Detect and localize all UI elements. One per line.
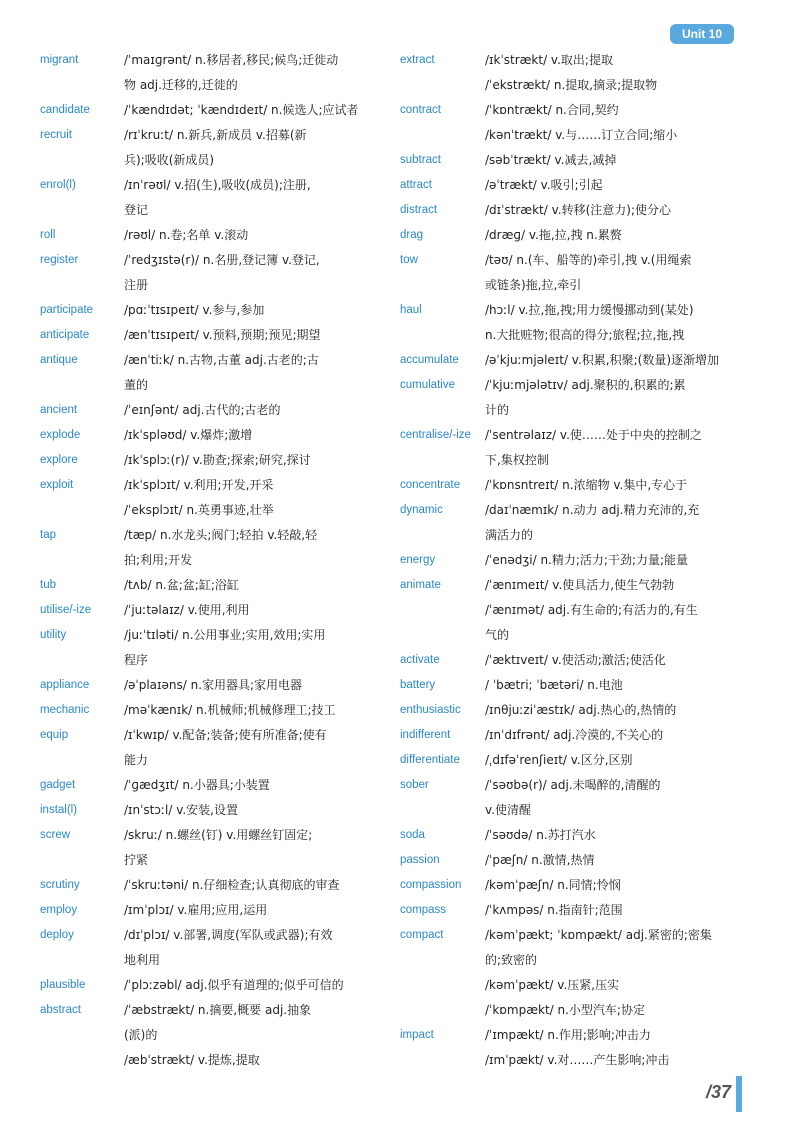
vocab-definition xyxy=(124,98,380,123)
vocab-entry xyxy=(400,348,745,373)
vocab-word: equip xyxy=(40,729,69,741)
vocab-definition xyxy=(485,898,745,923)
definition-line: /pɑːˈtɪsɪpeɪt/ v.参与,参加 xyxy=(124,303,265,317)
vocab-definition xyxy=(485,48,745,98)
definition-line: /tʌb/ n.盆;盆;缸;浴缸 xyxy=(124,578,239,592)
definition-line: /hɔːl/ v.拉,拖,拽;用力缓慢挪动到(某处) xyxy=(485,303,694,317)
vocab-entry xyxy=(40,973,380,998)
vocab-definition xyxy=(485,723,745,748)
definition-line: /æbˈstrækt/ v.提炼,提取 xyxy=(124,1053,260,1067)
vocab-entry xyxy=(40,298,380,323)
definition-line: 登记 xyxy=(124,203,149,217)
vocab-entry xyxy=(40,998,380,1073)
vocab-definition xyxy=(124,673,380,698)
definition-line: /ˈkɒmpækt/ n.小型汽车;协定 xyxy=(485,1003,645,1017)
vocab-entry xyxy=(400,748,745,773)
vocab-word: explode xyxy=(40,429,81,441)
vocab-definition xyxy=(124,698,380,723)
definition-line: /ˈeɪnʃənt/ adj.古代的;古老的 xyxy=(124,403,281,417)
vocab-entry xyxy=(400,498,745,548)
vocab-word: deploy xyxy=(40,929,74,941)
vocab-entry xyxy=(400,898,745,923)
definition-line: n.大批赃物;很高的得分;旅程;拉,拖,拽 xyxy=(485,328,685,342)
vocab-entry xyxy=(400,423,745,473)
definition-line: 拧紧 xyxy=(124,853,149,867)
definition-line: /ˈkɒnsntreɪt/ n.浓缩物 v.集中,专心于 xyxy=(485,478,688,492)
definition-line: /dɪˈplɔɪ/ v.部署,调度(军队或武器);有效 xyxy=(124,928,333,942)
definition-line: /ˈmaɪɡrənt/ n.移居者,移民;候鸟;迁徙动 xyxy=(124,53,339,67)
vocab-word: activate xyxy=(400,654,440,666)
vocab-definition xyxy=(485,298,745,348)
vocab-entry xyxy=(400,248,745,298)
vocab-entry xyxy=(40,98,380,123)
vocab-word: soda xyxy=(400,829,425,841)
definition-line: /kəmˈpæʃn/ n.同情;怜悯 xyxy=(485,878,621,892)
definition-line: /ˈæktɪveɪt/ v.使活动;激活;使活化 xyxy=(485,653,666,667)
definition-line: /ˈsentrəlaɪz/ v.使……处于中央的控制之 xyxy=(485,428,702,442)
vocab-definition xyxy=(485,148,745,173)
definition-line: /əˈkjuːmjəleɪt/ v.积累,积聚;(数量)逐渐增加 xyxy=(485,353,720,367)
page-accent-bar xyxy=(736,1076,742,1112)
definition-line: 程序 xyxy=(124,653,149,667)
definition-line: 或链条)拖,拉,牵引 xyxy=(485,278,582,292)
vocab-definition xyxy=(124,223,380,248)
vocab-definition xyxy=(124,473,380,523)
vocab-word: recruit xyxy=(40,129,72,141)
vocab-definition xyxy=(124,398,380,423)
vocab-word: roll xyxy=(40,229,56,241)
definition-line: /ɪkˈstrækt/ v.取出;提取 xyxy=(485,53,613,67)
vocab-definition xyxy=(124,923,380,973)
vocab-word: mechanic xyxy=(40,704,90,716)
vocab-definition xyxy=(485,373,745,423)
vocab-entry xyxy=(40,673,380,698)
definition-line: /ˈsəʊdə/ n.苏打汽水 xyxy=(485,828,596,842)
definition-line: /ˈkɒntrækt/ n.合同,契约 xyxy=(485,103,619,117)
vocab-definition xyxy=(124,898,380,923)
vocab-entry xyxy=(400,1023,745,1073)
left-column xyxy=(40,48,380,1073)
vocab-entry xyxy=(40,398,380,423)
vocab-definition xyxy=(485,223,745,248)
vocab-entry xyxy=(40,248,380,298)
vocab-definition xyxy=(124,48,380,98)
vocab-entry xyxy=(40,723,380,773)
vocab-entry xyxy=(400,373,745,423)
vocab-word: compassion xyxy=(400,879,462,891)
definition-line: /ˈɡædʒɪt/ n.小器具;小装置 xyxy=(124,778,270,792)
definition-line: /tæp/ n.水龙头;阀门;轻拍 v.轻敲,轻 xyxy=(124,528,318,542)
vocab-word: attract xyxy=(400,179,432,191)
vocab-definition xyxy=(124,173,380,223)
vocab-definition xyxy=(124,798,380,823)
vocab-entry xyxy=(400,873,745,898)
vocab-entry xyxy=(40,348,380,398)
vocab-definition xyxy=(485,648,745,673)
vocab-word: anticipate xyxy=(40,329,90,341)
vocab-word: plausible xyxy=(40,979,86,991)
vocab-entry xyxy=(40,223,380,248)
definition-line: /məˈkænɪk/ n.机械师;机械修理工;技工 xyxy=(124,703,336,717)
vocab-definition xyxy=(124,573,380,598)
definition-line: /ˈænɪmeɪt/ v.使具活力,使生气勃勃 xyxy=(485,578,675,592)
definition-line: /ˈjuːtəlaɪz/ v.使用,利用 xyxy=(124,603,250,617)
definition-line: 兵);吸收(新成员) xyxy=(124,153,215,167)
vocab-word: contract xyxy=(400,104,441,116)
vocab-word: abstract xyxy=(40,1004,81,1016)
definition-line: /əˈtrækt/ v.吸引;引起 xyxy=(485,178,603,192)
vocab-entry xyxy=(400,723,745,748)
definition-line: 下,集权控制 xyxy=(485,453,549,467)
vocab-entry xyxy=(40,323,380,348)
vocab-definition xyxy=(485,98,745,148)
vocab-entry xyxy=(40,573,380,598)
vocab-entry xyxy=(40,873,380,898)
definition-line: 地利用 xyxy=(124,953,161,967)
definition-line: /ˈekstrækt/ n.提取,摘录;提取物 xyxy=(485,78,658,92)
vocab-entry xyxy=(400,198,745,223)
vocab-definition xyxy=(124,123,380,173)
definition-line: /səbˈtrækt/ v.减去,减掉 xyxy=(485,153,617,167)
vocab-entry xyxy=(40,923,380,973)
definition-line: /ɪmˈpækt/ v.对……产生影响;冲击 xyxy=(485,1053,670,1067)
vocab-word: appliance xyxy=(40,679,90,691)
definition-line: /ˈɪmpækt/ n.作用;影响;冲击力 xyxy=(485,1028,651,1042)
definition-line: /ɪkˈsplɔɪt/ v.利用;开发,开采 xyxy=(124,478,274,492)
vocab-word: antique xyxy=(40,354,78,366)
vocab-word: passion xyxy=(400,854,440,866)
vocab-word: screw xyxy=(40,829,71,841)
definition-line: /ˈkændɪdət; ˈkændɪdeɪt/ n.候选人;应试者 xyxy=(124,103,359,117)
definition-line: /ˈæbstrækt/ n.摘要,概要 adj.抽象 xyxy=(124,1003,312,1017)
vocab-word: accumulate xyxy=(400,354,459,366)
vocab-word: employ xyxy=(40,904,78,916)
definition-line: /əˈplaɪəns/ n.家用器具;家用电器 xyxy=(124,678,303,692)
vocab-entry xyxy=(400,698,745,723)
vocab-entry xyxy=(40,773,380,798)
vocab-entry xyxy=(400,648,745,673)
vocab-word: concentrate xyxy=(400,479,461,491)
definition-line: (派)的 xyxy=(124,1028,158,1042)
vocab-entry xyxy=(400,148,745,173)
definition-line: /ɪnˈrəʊl/ v.招(生),吸收(成员);注册, xyxy=(124,178,311,192)
vocab-word: enthusiastic xyxy=(400,704,461,716)
vocab-word: tub xyxy=(40,579,56,591)
vocab-entry xyxy=(40,598,380,623)
vocab-entry xyxy=(400,48,745,98)
vocab-definition xyxy=(124,873,380,898)
vocab-definition xyxy=(124,998,380,1073)
vocab-entry xyxy=(400,573,745,648)
definition-line: /daɪˈnæmɪk/ n.动力 adj.精力充沛的,充 xyxy=(485,503,700,517)
vocab-definition xyxy=(485,823,745,848)
definition-line: /ɪkˈsplɔː(r)/ v.勘查;探索;研究,探讨 xyxy=(124,453,311,467)
vocab-entry xyxy=(40,898,380,923)
vocab-entry xyxy=(40,623,380,673)
vocab-definition xyxy=(124,623,380,673)
vocab-entry xyxy=(400,773,745,823)
vocab-definition xyxy=(485,423,745,473)
definition-line: /ɪnθjuːziˈæstɪk/ adj.热心的,热情的 xyxy=(485,703,677,717)
vocab-definition xyxy=(124,298,380,323)
definition-line: /kəmˈpækt/ v.压紧,压实 xyxy=(485,978,620,992)
vocab-definition xyxy=(485,573,745,648)
vocab-entry xyxy=(400,298,745,348)
definition-line: 气的 xyxy=(485,628,510,642)
vocab-entry xyxy=(400,223,745,248)
vocab-definition xyxy=(124,773,380,798)
definition-line: 计的 xyxy=(485,403,510,417)
vocab-word: candidate xyxy=(40,104,90,116)
definition-line: /rɪˈkruːt/ n.新兵,新成员 v.招募(新 xyxy=(124,128,307,142)
vocab-entry xyxy=(40,448,380,473)
vocab-definition xyxy=(485,473,745,498)
vocab-word: migrant xyxy=(40,54,79,66)
vocab-definition xyxy=(124,973,380,998)
vocab-entry xyxy=(400,173,745,198)
vocab-entry xyxy=(40,123,380,173)
vocab-word: extract xyxy=(400,54,435,66)
vocab-entry xyxy=(400,923,745,1023)
vocab-word: register xyxy=(40,254,79,266)
vocab-word: explore xyxy=(40,454,78,466)
definition-line: /ɪnˈdɪfrənt/ adj.冷漠的,不关心的 xyxy=(485,728,664,742)
definition-line: /skruː/ n.螺丝(钉) v.用螺丝钉固定; xyxy=(124,828,313,842)
vocab-entry xyxy=(400,823,745,848)
page-number: /37 xyxy=(706,1082,732,1102)
vocab-word: participate xyxy=(40,304,94,316)
vocab-entry xyxy=(400,848,745,873)
vocab-definition xyxy=(124,448,380,473)
definition-line: /ˈænɪmət/ adj.有生命的;有活力的,有生 xyxy=(485,603,698,617)
definition-line: /təʊ/ n.(车、船等的)牵引,拽 v.(用绳索 xyxy=(485,253,692,267)
vocab-definition xyxy=(485,698,745,723)
definition-line: /ænˈtiːk/ n.古物,古董 adj.古老的;古 xyxy=(124,353,319,367)
definition-line: 能力 xyxy=(124,753,149,767)
vocab-word: distract xyxy=(400,204,438,216)
vocab-word: battery xyxy=(400,679,436,691)
vocab-definition xyxy=(124,248,380,298)
definition-line: /ˈsəʊbə(r)/ adj.未喝醉的,清醒的 xyxy=(485,778,661,792)
vocab-definition xyxy=(485,248,745,298)
vocab-word: tow xyxy=(400,254,418,266)
vocab-word: energy xyxy=(400,554,436,566)
vocab-word: impact xyxy=(400,1029,434,1041)
vocab-word: centralise/-ize xyxy=(400,429,471,441)
vocab-definition xyxy=(485,1023,745,1073)
definition-line: 物 adj.迁移的,迁徙的 xyxy=(124,78,238,92)
vocab-word: animate xyxy=(400,579,441,591)
vocab-entry xyxy=(400,673,745,698)
definition-line: /rəʊl/ n.卷;名单 v.滚动 xyxy=(124,228,249,242)
vocab-definition xyxy=(124,598,380,623)
vocab-definition xyxy=(485,198,745,223)
definition-line: /ɪkˈspləʊd/ v.爆炸;激增 xyxy=(124,428,253,442)
vocab-word: enrol(l) xyxy=(40,179,76,191)
unit-badge: Unit 10 xyxy=(670,24,734,44)
definition-line: /ˈenədʒi/ n.精力;活力;干劲;力量;能量 xyxy=(485,553,689,567)
definition-line: /ˈkjuːmjələtɪv/ adj.聚积的,积累的;累 xyxy=(485,378,686,392)
definition-line: /dɪˈstrækt/ v.转移(注意力);使分心 xyxy=(485,203,671,217)
vocab-definition xyxy=(124,423,380,448)
vocab-entry xyxy=(40,423,380,448)
vocab-word: haul xyxy=(400,304,422,316)
vocab-word: sober xyxy=(400,779,429,791)
definition-line: /ˌdɪfəˈrenʃieɪt/ v.区分,区别 xyxy=(485,753,633,767)
vocab-definition xyxy=(124,348,380,398)
vocab-entry xyxy=(400,548,745,573)
vocab-definition xyxy=(124,523,380,573)
definition-line: /kənˈtrækt/ v.与……订立合同;缩小 xyxy=(485,128,678,142)
vocab-word: ancient xyxy=(40,404,78,416)
vocab-word: utility xyxy=(40,629,67,641)
vocab-word: instal(l) xyxy=(40,804,78,816)
definition-line: /ˈpæʃn/ n.激情,热情 xyxy=(485,853,595,867)
vocab-entry xyxy=(40,823,380,873)
vocab-definition xyxy=(485,773,745,823)
vocab-definition xyxy=(485,673,745,698)
vocab-entry xyxy=(40,48,380,98)
definition-line: 满活力的 xyxy=(485,528,534,542)
definition-line: /ɪmˈplɔɪ/ v.雇用;应用,运用 xyxy=(124,903,268,917)
vocab-word: tap xyxy=(40,529,56,541)
vocab-entry xyxy=(40,698,380,723)
vocab-word: scrutiny xyxy=(40,879,80,891)
definition-line: /ˈredʒɪstə(r)/ n.名册,登记簿 v.登记, xyxy=(124,253,320,267)
vocab-word: drag xyxy=(400,229,424,241)
vocab-entry xyxy=(40,798,380,823)
definition-line: 拍;利用;开发 xyxy=(124,553,193,567)
definition-line: /dræɡ/ v.拖,拉,拽 n.累赘 xyxy=(485,228,622,242)
right-column xyxy=(400,48,745,1073)
definition-line: v.使清醒 xyxy=(485,803,531,817)
vocab-definition xyxy=(485,348,745,373)
vocab-definition xyxy=(485,173,745,198)
vocab-word: subtract xyxy=(400,154,441,166)
definition-line: 注册 xyxy=(124,278,149,292)
definition-line: /ˈeksplɔɪt/ n.英勇事迹,壮举 xyxy=(124,503,274,517)
definition-line: /ɪˈkwɪp/ v.配备;装备;使有所准备;使有 xyxy=(124,728,327,742)
vocab-word: gadget xyxy=(40,779,76,791)
vocab-word: compass xyxy=(400,904,447,916)
definition-line: /ˈplɔːzəbl/ adj.似乎有道理的;似乎可信的 xyxy=(124,978,344,992)
vocab-word: differentiate xyxy=(400,754,460,766)
vocab-definition xyxy=(485,748,745,773)
vocab-entry xyxy=(400,473,745,498)
vocab-word: indifferent xyxy=(400,729,451,741)
vocab-word: utilise/-ize xyxy=(40,604,92,616)
definition-line: /ænˈtɪsɪpeɪt/ v.预料,预期;预见;期望 xyxy=(124,328,321,342)
definition-line: /ˈskruːtəni/ n.仔细检查;认真彻底的审查 xyxy=(124,878,340,892)
vocab-definition xyxy=(485,873,745,898)
definition-line: 董的 xyxy=(124,378,149,392)
definition-line: /kəmˈpækt; ˈkɒmpækt/ adj.紧密的;密集 xyxy=(485,928,712,942)
vocab-definition xyxy=(485,848,745,873)
vocab-word: exploit xyxy=(40,479,74,491)
vocab-entry xyxy=(40,173,380,223)
vocab-entry xyxy=(40,523,380,573)
definition-line: /ɪnˈstɔːl/ v.安装,设置 xyxy=(124,803,238,817)
definition-line: 的;致密的 xyxy=(485,953,538,967)
definition-line: /juːˈtɪləti/ n.公用事业;实用,效用;实用 xyxy=(124,628,326,642)
vocab-definition xyxy=(124,823,380,873)
vocab-word: cumulative xyxy=(400,379,455,391)
vocab-word: dynamic xyxy=(400,504,443,516)
vocab-definition xyxy=(485,498,745,548)
vocab-word: compact xyxy=(400,929,444,941)
vocab-entry xyxy=(40,473,380,523)
definition-line: / ˈbætri; ˈbætəri/ n.电池 xyxy=(485,678,623,692)
vocab-definition xyxy=(124,323,380,348)
vocab-definition xyxy=(485,923,745,1023)
vocab-definition xyxy=(124,723,380,773)
vocab-definition xyxy=(485,548,745,573)
definition-line: /ˈkʌmpəs/ n.指南针;范围 xyxy=(485,903,623,917)
vocab-entry xyxy=(400,98,745,148)
